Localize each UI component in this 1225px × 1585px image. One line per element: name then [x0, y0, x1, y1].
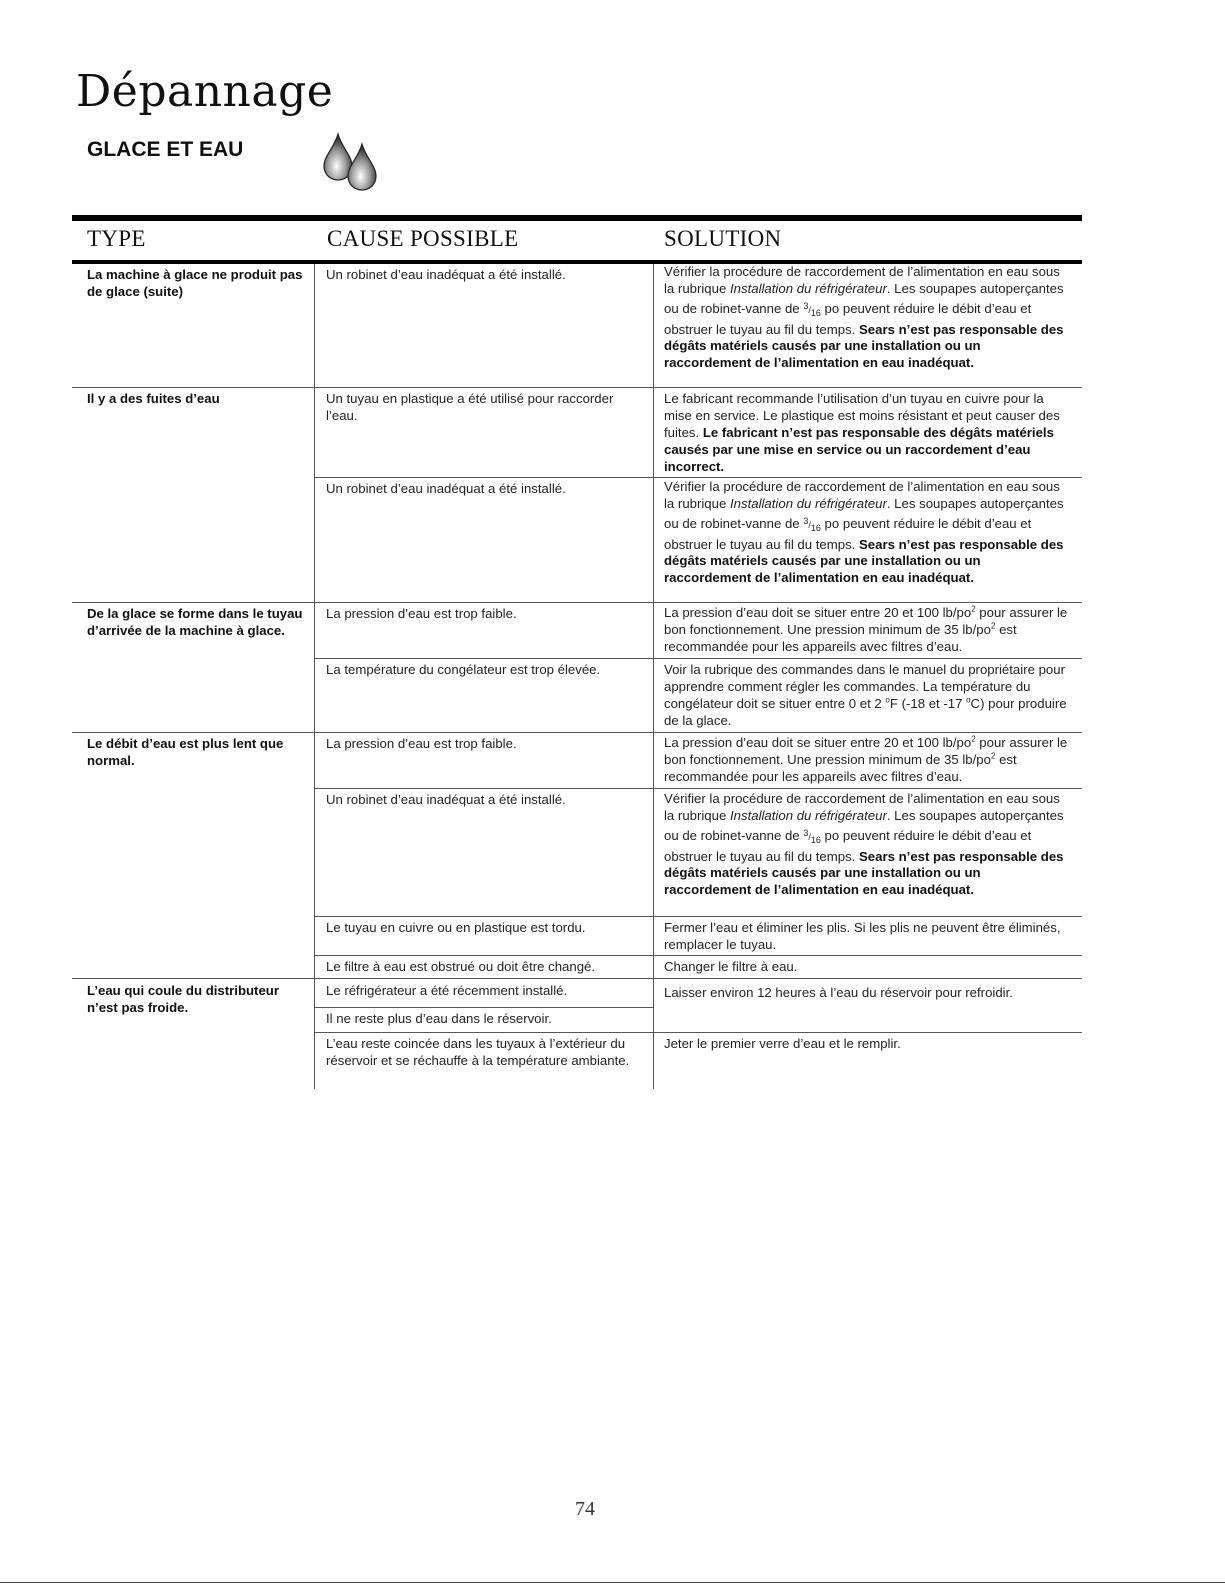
solution-warning: Sears n’est pas responsable des dégâts matériels causés par une installation ou un raccordement de l’alimentation en eau inadéquat. — [664, 536, 1064, 586]
solution-text: C) pour produire de la glace. — [664, 695, 1067, 728]
cause-cell-2: Un tuyau en plastique a été utilisé pour raccorder l’eau. — [326, 391, 614, 423]
cause-cell-5: La température du congélateur est trop élevée. — [326, 662, 601, 677]
bottom-rule — [0, 1582, 1225, 1583]
page-title: Dépannage — [76, 66, 334, 117]
solution-text: est recommandée pour les appareils avec filtres d’eau. — [664, 751, 1017, 784]
page-number: 74 — [575, 1498, 595, 1520]
solution-text: La pression d’eau doit se situer entre 20 et 100 lb/po — [664, 735, 972, 750]
cause-cell-7: Un robinet d’eau inadéquat a été installé. — [326, 792, 566, 807]
fraction: $^3/_{16}$ — [803, 515, 821, 533]
solution-text: . Les soupapes autoperçantes ou de robinet-vanne de — [664, 495, 1064, 531]
solution-text: pour assurer le bon fonctionnement. Une pression minimum de 35 lb/po — [664, 735, 1068, 767]
solution-text: La pression d’eau doit se situer entre 20 et 100 lb/po — [664, 605, 972, 620]
solution-cell-6 — [664, 735, 1069, 786]
solution-text: . Les soupapes autoperçantes ou de robinet-vanne de — [664, 280, 1064, 316]
cause-cell-9: Le filtre à eau est obstrué ou doit être changé. — [326, 959, 596, 974]
cause-cell-6: La pression d’eau est trop faible. — [326, 736, 517, 751]
cause-cell-10: Le réfrigérateur a été récemment installé. — [326, 983, 568, 998]
type-cell-3: De la glace se forme dans le tuyau d’arrivée de la machine à glace. — [87, 606, 303, 638]
top-rule — [72, 215, 1082, 221]
solution-cell-1 — [664, 264, 1069, 372]
row-separator — [314, 1007, 654, 1008]
fraction: $^3/_{16}$ — [803, 300, 821, 318]
row-separator — [72, 602, 1082, 603]
section-title: GLACE ET EAU — [87, 138, 244, 161]
solution-reference: Installation du réfrigérateur — [729, 495, 887, 511]
type-cell-2: Il y a des fuites d’eau — [87, 391, 220, 406]
row-separator — [72, 387, 1082, 388]
solution-text: est recommandée pour les appareils avec filtres d’eau. — [664, 621, 1017, 654]
fraction-denominator: 16 — [810, 522, 821, 533]
solution-cell-2 — [664, 391, 1069, 476]
exponent: 2 — [990, 621, 996, 631]
header-solution: SOLUTION — [664, 226, 782, 251]
solution-text: Le fabricant recommande l’utilisation d’un tuyau en cuivre pour la mise en service. Le plastique est moins résistant et peut causer des fuites. — [664, 391, 1060, 440]
solution-text: po peuvent réduire le débit d’eau et obstruer le tuyau au fil du temps. — [664, 515, 1032, 552]
fraction-denominator: 16 — [810, 834, 821, 845]
solution-text: Vérifier la procédure de raccordement de l’alimentation en eau sous la rubrique — [664, 479, 1060, 511]
solution-cell-5 — [664, 662, 1069, 730]
solution-cell-9: Changer le filtre à eau. — [664, 959, 798, 974]
cause-cell-3: Un robinet d’eau inadéquat a été installé. — [326, 481, 566, 496]
solution-cell-4 — [664, 605, 1069, 656]
fraction-numerator: 3 — [803, 515, 809, 526]
row-separator — [314, 916, 1082, 917]
solution-text: . Les soupapes autoperçantes ou de robinet-vanne de — [664, 807, 1064, 843]
row-separator — [314, 788, 1082, 789]
solution-text: pour assurer le bon fonctionnement. Une pression minimum de 35 lb/po — [664, 605, 1068, 637]
degree-symbol: o — [885, 695, 890, 705]
solution-cell-12: Jeter le premier verre d’eau et le remplir. — [664, 1036, 901, 1051]
solution-text: po peuvent réduire le débit d’eau et obstruer le tuyau au fil du temps. — [664, 827, 1032, 864]
exponent: 2 — [990, 751, 996, 761]
solution-warning: Sears n’est pas responsable des dégâts matériels causés par une installation ou un raccordement de l’alimentation en eau inadéquat. — [664, 848, 1064, 898]
solution-cell-7 — [664, 791, 1069, 899]
type-cell-5: L’eau qui coule du distributeur n’est pas froide. — [87, 983, 279, 1015]
fraction-numerator: 3 — [803, 827, 809, 838]
solution-text: Vérifier la procédure de raccordement de l’alimentation en eau sous la rubrique — [664, 791, 1060, 823]
degree-symbol: o — [966, 695, 971, 705]
solution-reference: Installation du réfrigérateur — [729, 280, 887, 296]
solution-cell-3 — [664, 479, 1069, 587]
header-cause: CAUSE POSSIBLE — [327, 226, 519, 251]
solution-text: Vérifier la procédure de raccordement de l’alimentation en eau sous la rubrique — [664, 264, 1060, 296]
type-cell-1: La machine à glace ne produit pas de glace (suite) — [87, 267, 303, 299]
header-type: TYPE — [87, 226, 146, 251]
row-separator — [314, 1032, 1082, 1033]
solution-text: po peuvent réduire le débit d’eau et obstruer le tuyau au fil du temps. — [664, 300, 1032, 337]
solution-cell-8: Fermer l’eau et éliminer les plis. Si les plis ne peuvent être éliminés, remplacer le tuyau. — [664, 920, 1061, 952]
fraction-denominator: 16 — [810, 307, 821, 318]
cause-cell-4: La pression d’eau est trop faible. — [326, 606, 517, 621]
solution-cell-10: Laisser environ 12 heures à l’eau du réservoir pour refroidir. — [664, 985, 1013, 1000]
row-separator — [72, 978, 1082, 979]
fraction-numerator: 3 — [803, 300, 809, 311]
row-separator — [314, 955, 1082, 956]
cause-cell-12: L’eau reste coincée dans les tuyaux à l’extérieur du réservoir et se réchauffe à la température ambiante. — [326, 1036, 630, 1068]
cause-cell-8: Le tuyau en cuivre ou en plastique est tordu. — [326, 920, 586, 935]
solution-reference: Installation du réfrigérateur — [729, 807, 887, 823]
solution-text: Voir la rubrique des commandes dans le manuel du propriétaire pour apprendre comment régler les commandes. La température du congélateur doit se situer entre 0 et 2 — [664, 662, 1065, 711]
cause-cell-1: Un robinet d’eau inadéquat a été installé. — [326, 267, 566, 282]
solution-warning: Le fabricant n’est pas responsable des dégâts matériels causés par une mise en service ou un raccordement d’eau incorrect. — [664, 424, 1054, 474]
row-separator — [314, 477, 1082, 478]
solution-text: F (-18 et -17 — [889, 695, 967, 711]
type-cell-4: Le débit d’eau est plus lent que normal. — [87, 736, 284, 768]
water-drops-icon — [318, 132, 384, 192]
fraction: $^3/_{16}$ — [803, 827, 821, 845]
row-separator — [314, 658, 1082, 659]
cause-cell-11: Il ne reste plus d’eau dans le réservoir. — [326, 1011, 552, 1026]
solution-warning: Sears n’est pas responsable des dégâts matériels causés par une installation ou un raccordement de l’alimentation en eau inadéquat. — [664, 321, 1064, 371]
exponent: 2 — [971, 734, 976, 744]
exponent: 2 — [971, 604, 976, 614]
row-separator — [72, 732, 1082, 733]
